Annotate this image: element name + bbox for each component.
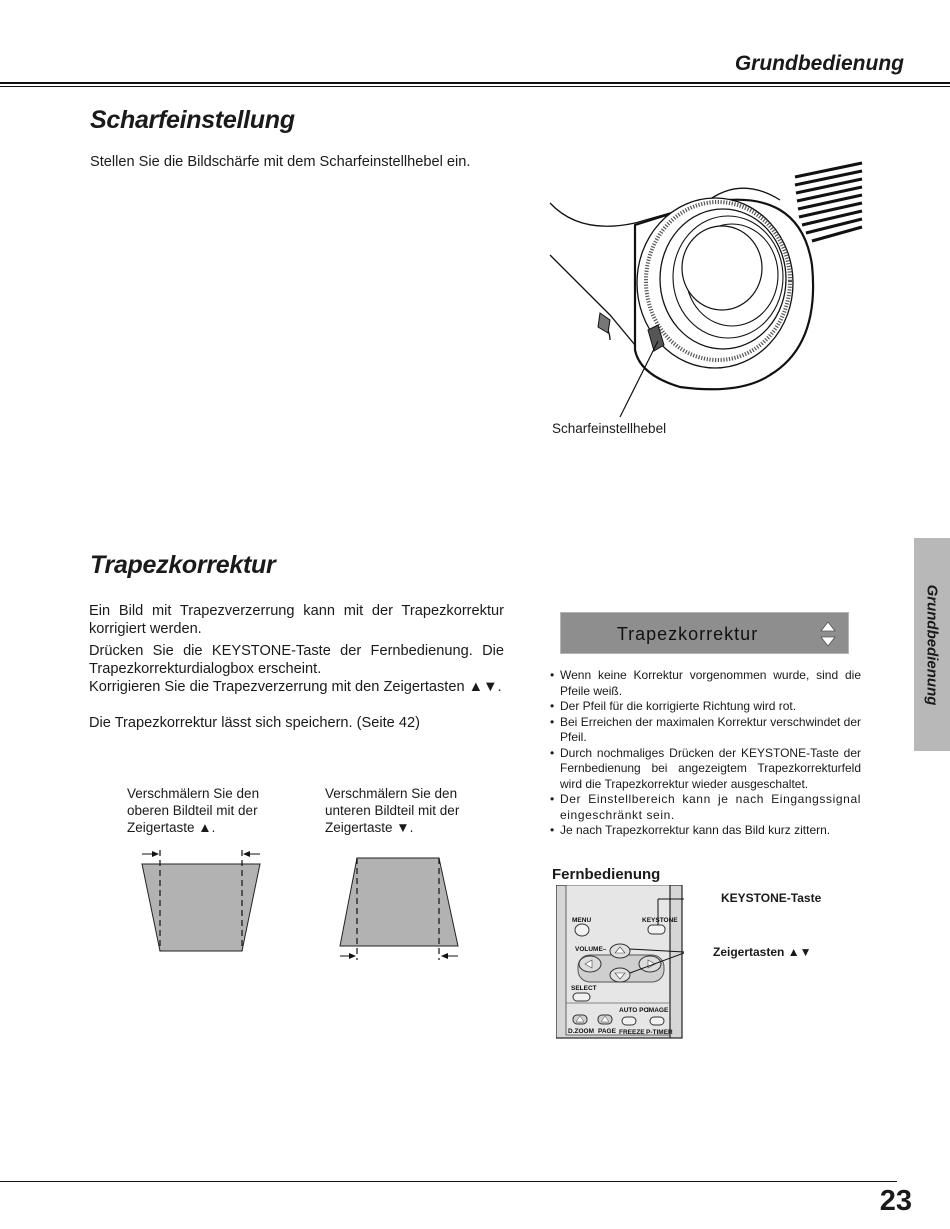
projector-lens-illustration xyxy=(540,155,870,445)
focus-instruction: Stellen Sie die Bildschärfe mit dem Scharfeinstellhebel ein. xyxy=(90,154,471,170)
page-number: 23 xyxy=(879,1185,912,1217)
section-heading-focus: Scharfeinstellung xyxy=(90,106,295,134)
caption-line: Zeigertaste ▼. xyxy=(325,820,414,835)
caption-line: Verschmälern Sie den xyxy=(325,786,458,801)
note-item: • Je nach Trapezkorrektur kann das Bild kurz zittern. xyxy=(550,823,861,839)
running-header: Grundbedienung xyxy=(734,52,904,75)
trapezoid-narrow-bottom-diagram xyxy=(335,850,465,965)
dzoom-label: D.ZOOM xyxy=(568,1028,594,1035)
keystone-osd-dialog xyxy=(560,612,849,654)
header-rule-thin xyxy=(0,86,950,87)
ptimer-label: P-TIMER xyxy=(646,1029,673,1036)
autopc-label: AUTO PC xyxy=(619,1007,649,1014)
pointer-keys-label: Zeigertasten ▲▼ xyxy=(713,945,812,959)
footer-rule xyxy=(0,1181,897,1182)
keystone-save-note: Die Trapezkorrektur lässt sich speichern. (Seite 42) xyxy=(89,715,420,731)
select-button-label: SELECT xyxy=(571,985,597,992)
page-label: PAGE xyxy=(598,1028,616,1035)
up-down-arrows-icon xyxy=(818,620,838,648)
freeze-label: FREEZE xyxy=(619,1029,645,1036)
menu-button xyxy=(575,924,589,936)
section-heading-keystone: Trapezkorrektur xyxy=(90,551,276,579)
keystone-notes-list xyxy=(550,668,861,839)
image-button xyxy=(650,1017,664,1025)
note-item: • Der Pfeil für die korrigierte Richtung wird rot. xyxy=(550,699,861,715)
diagram-left-caption xyxy=(127,785,259,836)
focus-lever-label: Scharfeinstellhebel xyxy=(552,421,667,436)
note-item: • Wenn keine Korrektur vorgenommen wurde, sind die Pfeile weiß. xyxy=(550,668,861,699)
caption-line: unteren Bildteil mit der xyxy=(325,803,460,818)
keystone-button-label: KEYSTONE xyxy=(642,917,678,924)
keystone-step-correct: Korrigieren Sie die Trapezverzerrung mit den Zeigertasten ▲▼. xyxy=(89,679,502,695)
diagram-right-caption xyxy=(325,785,459,836)
keystone-step-press: Drücken Sie die KEYSTONE-Taste der Fernbedienung. Die Trapezkorrekturdialogbox erscheint. xyxy=(89,643,504,677)
keystone-intro: Ein Bild mit Trapezverzerrung kann mit der Trapezkorrektur korrigiert werden. xyxy=(89,603,504,637)
remote-heading: Fernbedienung xyxy=(552,866,661,883)
trapezoid-narrow-top-diagram xyxy=(135,845,270,960)
vent-fins-icon xyxy=(795,163,862,241)
note-item: • Bei Erreichen der maximalen Korrektur verschwindet der Pfeil. xyxy=(550,715,861,746)
note-item: • Durch nochmaliges Drücken der KEYSTONE-Taste der Fernbedienung bei angezeigtem Trapezkorrekturfeld wird die Trapezkorrektur wieder ausgeschaltet. xyxy=(550,746,861,793)
caption-line: oberen Bildteil mit der xyxy=(127,803,258,818)
caption-line: Zeigertaste ▲. xyxy=(127,820,216,835)
chapter-side-tab xyxy=(914,538,950,751)
volume-label: VOLUME– xyxy=(575,946,607,953)
keystone-key-label: KEYSTONE-Taste xyxy=(721,891,822,905)
side-tab-label: Grundbedienung xyxy=(923,584,941,705)
osd-title: Trapezkorrektur xyxy=(616,624,759,644)
select-button xyxy=(573,993,590,1001)
image-label: IMAGE xyxy=(647,1007,669,1014)
caption-line: Verschmälern Sie den xyxy=(127,786,260,801)
autopc-button xyxy=(622,1017,636,1025)
menu-button-label: MENU xyxy=(572,917,592,924)
remote-control-illustration xyxy=(556,885,684,1040)
keystone-button xyxy=(648,925,665,934)
note-item: • Der Einstellbereich kann je nach Eingangssignal eingeschränkt sein. xyxy=(550,792,861,823)
header-rule xyxy=(0,82,950,84)
